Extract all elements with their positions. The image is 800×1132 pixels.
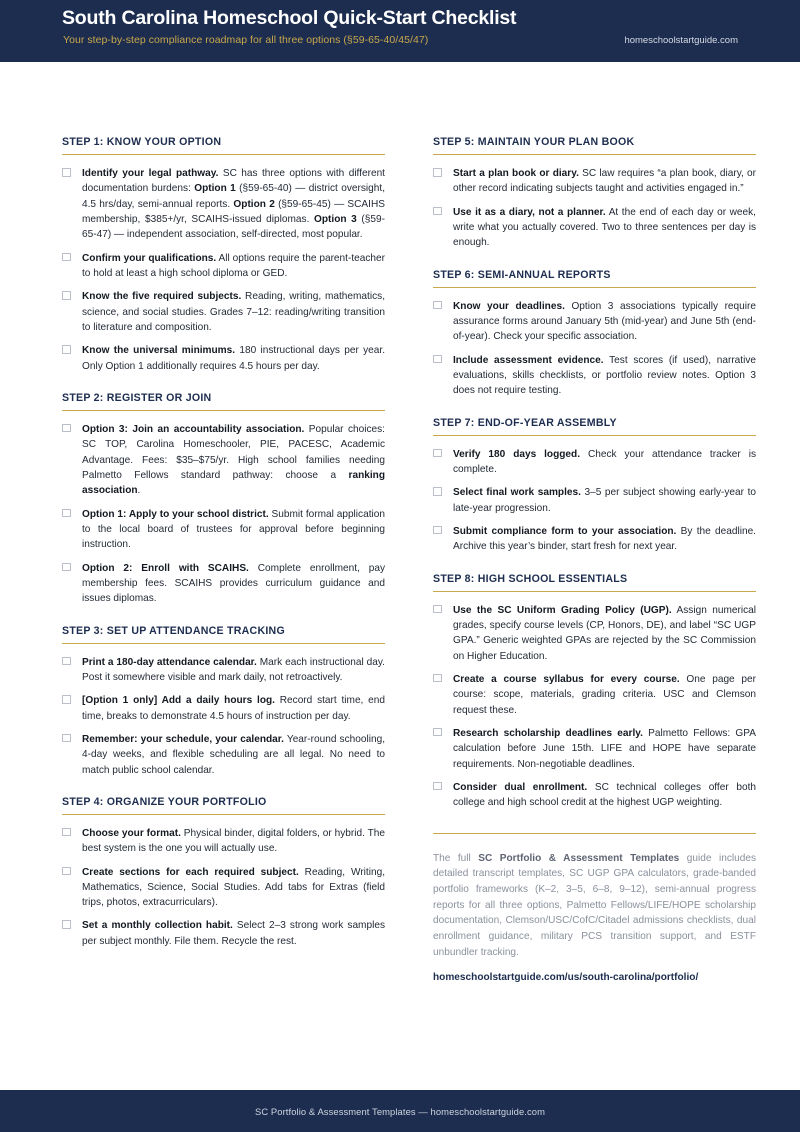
checklist-item[interactable]	[62, 289, 385, 335]
checklist-item[interactable]	[433, 603, 756, 664]
checklist-item[interactable]	[433, 205, 756, 251]
checklist	[62, 826, 385, 949]
right-column	[433, 136, 756, 983]
footer-text: SC Portfolio & Assessment Templates — homeschoolstartguide.com	[254, 1105, 545, 1117]
checkbox-icon[interactable]	[62, 168, 71, 177]
checklist-item-text: Know your deadlines. Option 3 associations typically require assurance forms around January 5th (mid-year) and June 5th (end-of-year). Check your specific association.	[453, 300, 756, 343]
checkbox-icon[interactable]	[62, 424, 71, 433]
step-heading: STEP 8: HIGH SCHOOL ESSENTIALS	[433, 572, 628, 585]
step-section-step-1-know-your-option	[62, 136, 385, 374]
step-heading-rule	[433, 435, 756, 436]
checklist-item[interactable]	[62, 561, 385, 607]
step-heading-rule	[433, 154, 756, 155]
checklist-item[interactable]	[62, 422, 385, 499]
checklist-item[interactable]	[433, 524, 756, 555]
step-heading: STEP 2: REGISTER OR JOIN	[62, 391, 212, 404]
checklist-item-text: Create sections for each required subject. Reading, Writing, Mathematics, Science, Social Studies. Add tabs for Extras (field trips, photos, extracurriculars).	[82, 866, 385, 909]
step-section-step-4-organize-your-portfolio	[62, 796, 385, 949]
checklist-sheet	[0, 62, 800, 983]
checklist-item[interactable]	[433, 485, 756, 516]
checkbox-icon[interactable]	[62, 734, 71, 743]
checklist-item-text: Option 2: Enroll with SCAIHS. Complete enrollment, pay membership fees. SCAIHS provides curriculum guidance and issues diplomas.	[82, 562, 385, 605]
checklist-item[interactable]	[62, 693, 385, 724]
step-heading: STEP 7: END-OF-YEAR ASSEMBLY	[433, 416, 617, 429]
step-section-step-5-maintain-your-plan-book	[433, 136, 756, 251]
checklist-item-text: Choose your format. Physical binder, digital folders, or hybrid. The best system is the one you will actually use.	[82, 827, 385, 855]
page-subtitle: Your step-by-step compliance roadmap for all three options (§59-65-40/45/47)	[63, 34, 429, 46]
page-masthead	[0, 0, 800, 62]
checklist-item-text: Research scholarship deadlines early. Palmetto Fellows: GPA calculation before June 15th. LIFE and HOPE have separate requirements. Non-negotiable deadlines.	[453, 727, 756, 770]
step-section-step-7-end-of-year-assembly	[433, 417, 756, 555]
checkbox-icon[interactable]	[62, 920, 71, 929]
checkbox-icon[interactable]	[433, 674, 442, 683]
checklist	[62, 655, 385, 778]
checklist-item-text: Select final work samples. 3–5 per subject showing early-year to late-year progression.	[453, 487, 756, 514]
checkbox-icon[interactable]	[433, 526, 442, 535]
step-heading-rule	[433, 287, 756, 288]
checkbox-icon[interactable]	[62, 695, 71, 704]
step-section-step-8-high-school-essentials	[433, 573, 756, 811]
promo-note-link[interactable]: homeschoolstartguide.com/us/south-carolina/portfolio/	[433, 971, 699, 983]
checkbox-icon[interactable]	[62, 253, 71, 262]
checkbox-icon[interactable]	[433, 605, 442, 614]
step-heading-rule	[62, 154, 385, 155]
checklist-item-text: Confirm your qualifications. All options require the parent-teacher to hold at least a high school diploma or GED.	[82, 252, 385, 279]
checklist-item-text: Option 3: Join an accountability association. Popular choices: SC TOP, Carolina Homeschooler, PIE, PACESC, Academic Advantage. Fees: $35–$75/yr. High school families needing Palmetto Fellows standard pathway: choose a ranking association.	[82, 423, 385, 497]
checklist-item[interactable]	[62, 732, 385, 778]
checklist	[433, 447, 756, 555]
checkbox-icon[interactable]	[433, 782, 442, 791]
checklist-item[interactable]	[62, 251, 385, 282]
checklist	[62, 166, 385, 374]
step-heading: STEP 3: SET UP ATTENDANCE TRACKING	[62, 624, 285, 637]
checkbox-icon[interactable]	[433, 449, 442, 458]
step-heading: STEP 5: MAINTAIN YOUR PLAN BOOK	[433, 136, 635, 148]
checklist-item[interactable]	[433, 726, 756, 772]
masthead-site-url: homeschoolstartguide.com	[624, 35, 738, 46]
checklist	[62, 422, 385, 607]
checklist-item[interactable]	[433, 447, 756, 478]
step-heading-rule	[62, 410, 385, 411]
checklist-item[interactable]	[62, 343, 385, 374]
checklist-item-text: Use the SC Uniform Grading Policy (UGP). Assign numerical grades, specify course levels (CP, Honors, DE), and label “SC UGP GPA.” Generic weighted GPAs are rejected by the SC Commission on Higher Education.	[453, 604, 756, 662]
checkbox-icon[interactable]	[62, 291, 71, 300]
checklist-item-text: Print a 180-day attendance calendar. Mark each instructional day. Post it somewhere visible and mark daily, not retroactively.	[82, 656, 385, 683]
checklist-item[interactable]	[62, 507, 385, 553]
checklist-item-text: Know the universal minimums. 180 instructional days per year. Only Option 1 additionally requires 4.5 hours per day.	[82, 345, 385, 372]
checklist-item-text: Start a plan book or diary. SC law requires “a plan book, diary, or other record indicating subjects taught and activities engaged in.”	[453, 168, 756, 195]
checkbox-icon[interactable]	[433, 487, 442, 496]
checkbox-icon[interactable]	[433, 207, 442, 216]
checklist-item-text: [Option 1 only] Add a daily hours log. Record start time, end time, breaks to demonstrate 4.5 hours of instruction per day.	[82, 695, 385, 722]
checklist-item[interactable]	[62, 655, 385, 686]
step-section-step-2-register-or-join	[62, 392, 385, 607]
step-heading-rule	[62, 814, 385, 815]
checklist-item[interactable]	[62, 826, 385, 857]
checklist-item-text: Set a monthly collection habit. Select 2–3 strong work samples per subject monthly. File them. Recycle the rest.	[82, 920, 385, 947]
checklist-item[interactable]	[433, 166, 756, 197]
checklist-item[interactable]	[433, 672, 756, 718]
checklist-item-text: Option 1: Apply to your school district. Submit formal application to the local board of trustees for approval before beginning instruction.	[82, 508, 385, 551]
checklist-item[interactable]	[62, 865, 385, 911]
masthead-inner	[0, 0, 800, 62]
checklist-item-text: Include assessment evidence. Test scores (if used), narrative evaluations, skills checklists, or portfolio review notes. Option 3 does not require testing.	[453, 354, 757, 397]
checkbox-icon[interactable]	[62, 345, 71, 354]
checklist-item-text: Submit compliance form to your association. By the deadline. Archive this year’s binder, start fresh for next year.	[453, 525, 756, 553]
checklist-item-text: Remember: your schedule, your calendar. Year-round schooling, 4-day weeks, and flexible scheduling are all legal. No need to match public school calendar.	[82, 733, 386, 776]
promo-note-body: The full SC Portfolio & Assessment Templates guide includes detailed transcript templates, SC UGP GPA calculators, grade-banded portfolio frameworks (K–2, 3–5, 6–8, 9–12), semi-annual progress reports for all three options, Palmetto Fellows/LIFE/HOPE scholarship documentation, Clemson/USC/CofC/Citadel admissions checklists, dual enrollment guidance, military PCS transition support, and ESTF unbundler tracking.	[433, 852, 757, 958]
checkbox-icon[interactable]	[62, 828, 71, 837]
page-footer	[0, 1090, 800, 1132]
checklist-item[interactable]	[433, 780, 756, 811]
checklist-item[interactable]	[433, 299, 756, 345]
checklist	[433, 166, 756, 251]
promo-note-slot	[433, 833, 756, 983]
checklist-item-text: Verify 180 days logged. Check your attendance tracker is complete.	[453, 448, 756, 475]
step-section-step-3-set-up-attendance-tracking	[62, 625, 385, 778]
checkbox-icon[interactable]	[62, 867, 71, 876]
left-column	[62, 136, 385, 967]
step-heading-rule	[62, 643, 385, 644]
checkbox-icon[interactable]	[62, 509, 71, 518]
step-heading: STEP 6: SEMI-ANNUAL REPORTS	[433, 268, 611, 281]
step-heading: STEP 1: KNOW YOUR OPTION	[62, 136, 222, 148]
checklist-item-text: Know the five required subjects. Reading, writing, mathematics, science, and social studies. Grades 7–12: reading/writing transition to literature and composition.	[82, 291, 385, 333]
checklist	[433, 603, 756, 811]
checklist-item[interactable]	[62, 918, 385, 949]
checkbox-icon[interactable]	[433, 728, 442, 737]
step-section-step-6-semi-annual-reports	[433, 269, 756, 399]
checkbox-icon[interactable]	[433, 168, 442, 177]
checkbox-icon[interactable]	[433, 355, 442, 364]
checklist-item-text: Use it as a diary, not a planner. At the end of each day or week, write what you actually covered. Two to three sentences per day is enough.	[453, 206, 756, 249]
page-title: South Carolina Homeschool Quick-Start Checklist	[62, 7, 517, 29]
promo-note-rule	[433, 833, 756, 834]
checkbox-icon[interactable]	[433, 301, 442, 310]
two-column-layout	[0, 62, 800, 983]
checklist-item[interactable]	[62, 166, 385, 243]
step-heading: STEP 4: ORGANIZE YOUR PORTFOLIO	[62, 795, 267, 808]
checkbox-icon[interactable]	[62, 563, 71, 572]
step-heading-rule	[433, 591, 756, 592]
checklist-item[interactable]	[433, 353, 756, 399]
checklist-item-text: Consider dual enrollment. SC technical colleges offer both college and high school credit at the highest UGP weighting.	[453, 781, 756, 809]
checklist-item-text: Create a course syllabus for every course. One page per course: scope, materials, grading criteria. USC and Clemson request these.	[453, 673, 756, 716]
checkbox-icon[interactable]	[62, 657, 71, 666]
checklist-item-text: Identify your legal pathway. SC has three options with different documentation burdens: Option 1 (§59-65-40) — district oversight, 4.5 hrs/day, semi-annual reports. Option 2 (§59-65-45) — SCAIHS membership, $385+/yr, SCAIHS-issued diplomas. Option 3 (§59-65-47) — independent association, self-directed, most popular.	[82, 168, 385, 241]
checklist	[433, 299, 756, 399]
